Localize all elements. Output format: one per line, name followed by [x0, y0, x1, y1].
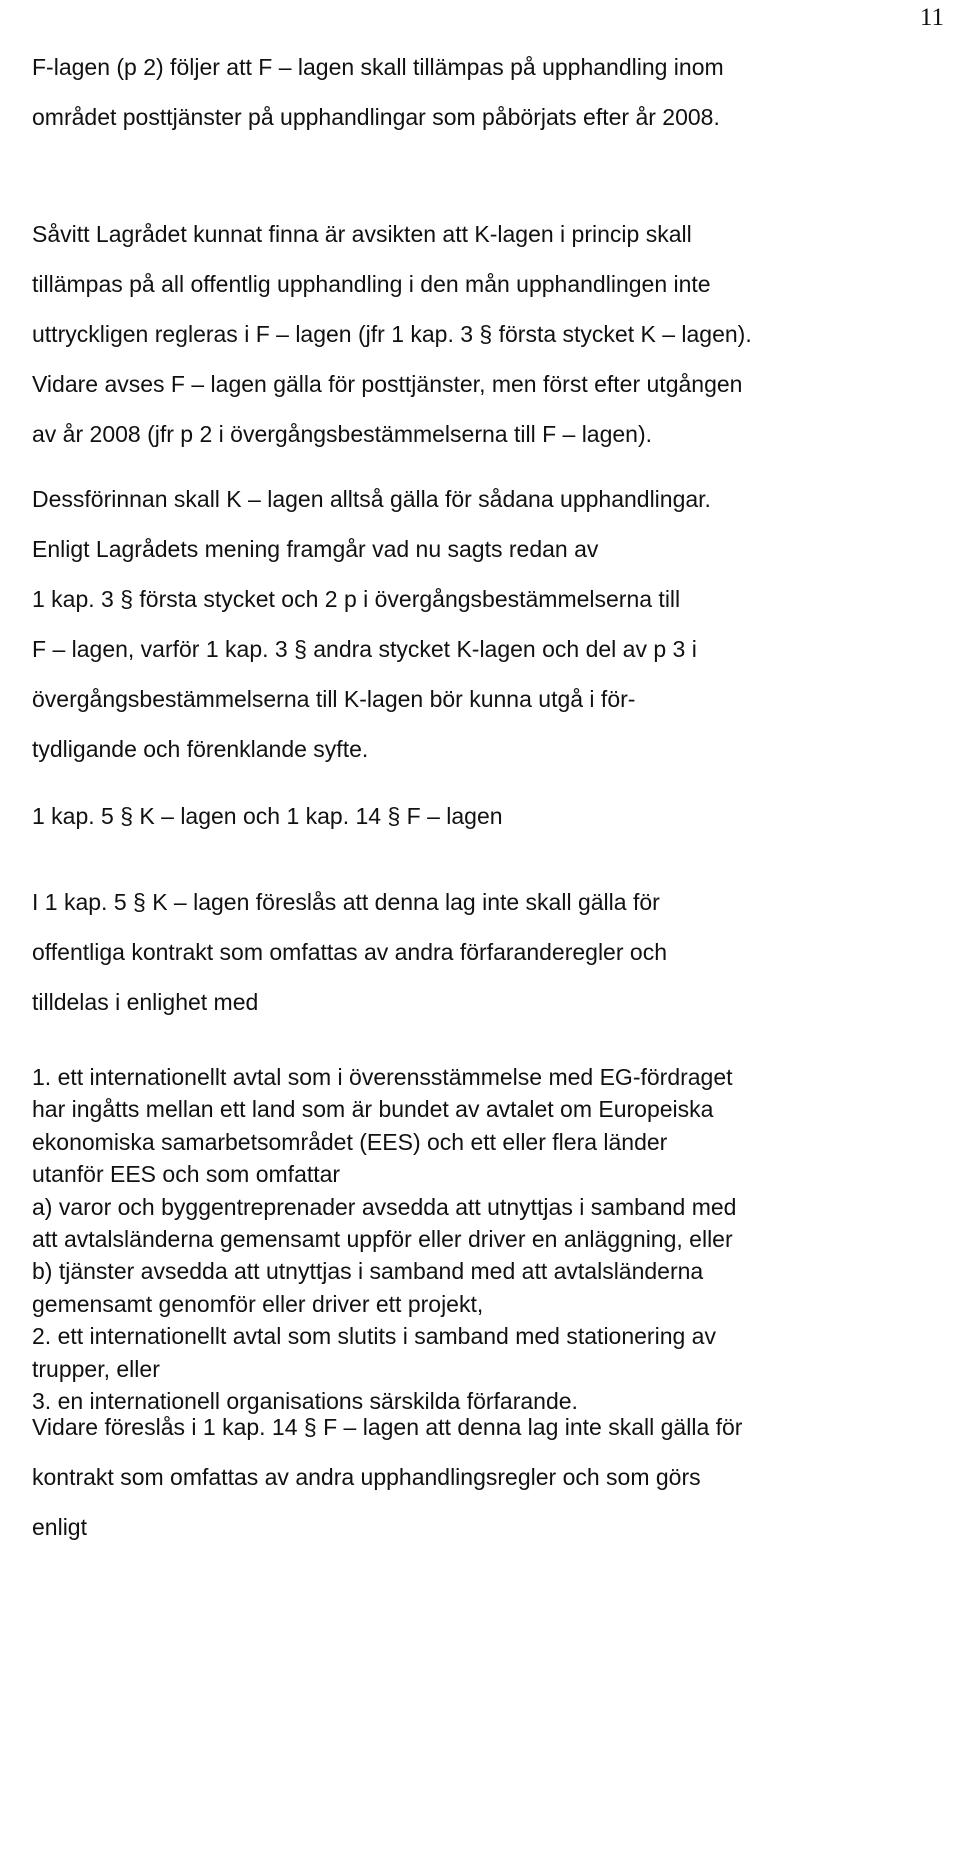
text-line: området posttjänster på upphandlingar som påbörjats efter år 2008. [32, 104, 720, 130]
text-line: kontrakt som omfattas av andra upphandlingsregler och som görs [32, 1464, 701, 1490]
list-item-line: 3. en internationell organisations särskilda förfarande. [32, 1388, 578, 1415]
text-line: 1 kap. 3 § första stycket och 2 p i övergångsbestämmelserna till [32, 586, 681, 612]
text-line: tilldelas i enlighet med [32, 989, 259, 1015]
quoted-list-provisions [32, 1061, 736, 1417]
text-line: Vidare föreslås i 1 kap. 14 § F – lagen att denna lag inte skall gälla för [32, 1414, 743, 1440]
text-line: F – lagen, varför 1 kap. 3 § andra stycket K-lagen och del av p 3 i [32, 636, 697, 662]
text-line: Såvitt Lagrådet kunnat finna är avsikten att K-lagen i princip skall [32, 221, 692, 247]
list-item-line: trupper, eller [32, 1355, 160, 1382]
list-item-line: utanför EES och som omfattar [32, 1161, 341, 1188]
text-line: av år 2008 (jfr p 2 i övergångsbestämmelserna till F – lagen). [32, 421, 653, 447]
text-line: Vidare avses F – lagen gälla för posttjänster, men först efter utgången [32, 371, 743, 397]
list-item-line: att avtalsländerna gemensamt uppför eller driver en anläggning, eller [32, 1226, 733, 1253]
heading-line: 1 kap. 5 § K – lagen och 1 kap. 14 § F – lagen [32, 803, 503, 829]
paragraph-dessforinnan [32, 474, 711, 774]
text-line: uttryckligen regleras i F – lagen (jfr 1 kap. 3 § första stycket K – lagen). [32, 321, 752, 347]
text-line: övergångsbestämmelserna till K-lagen bör kunna utgå i för- [32, 686, 636, 712]
list-item-line: b) tjänster avsedda att utnyttjas i samband med att avtalsländerna [32, 1258, 704, 1285]
text-line: F-lagen (p 2) följer att F – lagen skall tillämpas på upphandling inom [32, 54, 724, 80]
paragraph-f-lagen-proposal [32, 1402, 742, 1552]
list-item-line: 2. ett internationellt avtal som slutits i samband med stationering av [32, 1323, 716, 1350]
list-item-line: gemensamt genomför eller driver ett projekt, [32, 1290, 484, 1317]
paragraph-lagradet-assessment [32, 209, 752, 459]
text-line: tillämpas på all offentlig upphandling i den mån upphandlingen inte [32, 271, 711, 297]
text-line: enligt [32, 1514, 87, 1540]
page-number: 11 [919, 4, 944, 31]
list-item-line: a) varor och byggentreprenader avsedda att utnyttjas i samband med [32, 1193, 737, 1220]
text-line: I 1 kap. 5 § K – lagen föreslås att denna lag inte skall gälla för [32, 889, 660, 915]
list-item-line: har ingåtts mellan ett land som är bundet av avtalet om Europeiska [32, 1096, 714, 1123]
paragraph-posttjanster-intro [32, 42, 724, 142]
list-item-line: ekonomiska samarbetsområdet (EES) och ett eller flera länder [32, 1128, 668, 1155]
text-line: tydligande och förenklande syfte. [32, 736, 369, 762]
text-line: offentliga kontrakt som omfattas av andra förfaranderegler och [32, 939, 667, 965]
section-heading [32, 791, 503, 841]
paragraph-k-lagen-proposal [32, 877, 667, 1027]
list-item-line: 1. ett internationellt avtal som i överensstämmelse med EG-fördraget [32, 1064, 733, 1090]
text-line: Dessförinnan skall K – lagen alltså gälla för sådana upphandlingar. [32, 486, 711, 512]
text-line: Enligt Lagrådets mening framgår vad nu sagts redan av [32, 536, 599, 562]
